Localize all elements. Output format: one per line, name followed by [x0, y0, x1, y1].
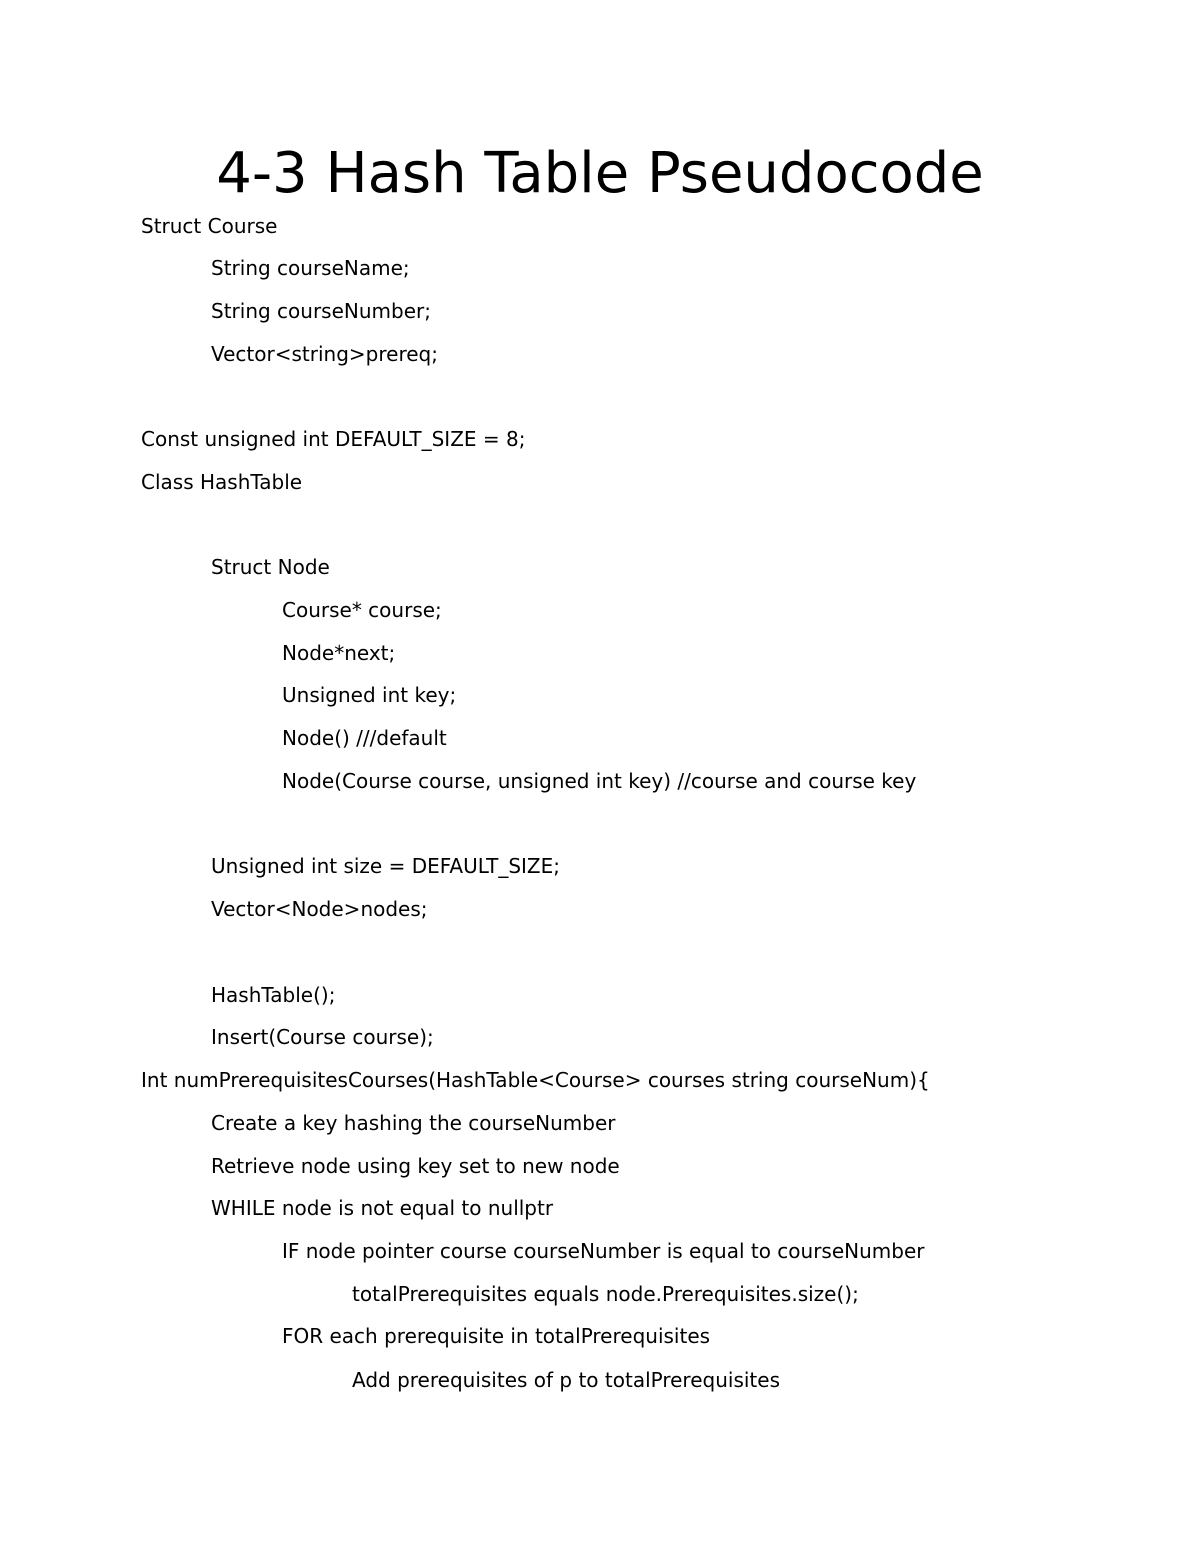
- code-line: Struct Course: [141, 214, 278, 238]
- code-line: HashTable();: [211, 983, 336, 1007]
- code-line: Vector<string>prereq;: [211, 342, 438, 366]
- code-line: Node*next;: [282, 641, 396, 665]
- code-line: Course* course;: [282, 598, 442, 622]
- code-line: Create a key hashing the courseNumber: [211, 1111, 616, 1135]
- code-line: WHILE node is not equal to nullptr: [211, 1196, 554, 1220]
- code-line: String courseNumber;: [211, 299, 431, 323]
- code-line: Vector<Node>nodes;: [211, 897, 428, 921]
- code-line: Node() ///default: [282, 726, 447, 750]
- code-line: Node(Course course, unsigned int key) //course and course key: [282, 769, 917, 793]
- code-line: Class HashTable: [141, 470, 303, 494]
- code-line: totalPrerequisites equals node.Prerequisites.size();: [352, 1282, 859, 1306]
- code-line: Insert(Course course);: [211, 1025, 434, 1049]
- code-line: Const unsigned int DEFAULT_SIZE = 8;: [141, 427, 526, 451]
- code-line: Struct Node: [211, 555, 330, 579]
- code-line: FOR each prerequisite in totalPrerequisites: [282, 1324, 711, 1348]
- code-line: Retrieve node using key set to new node: [211, 1154, 620, 1178]
- document-title: 4-3 Hash Table Pseudocode: [216, 141, 984, 206]
- code-line: Unsigned int size = DEFAULT_SIZE;: [211, 854, 561, 878]
- code-line: Unsigned int key;: [282, 683, 457, 707]
- code-line: IF node pointer course courseNumber is equal to courseNumber: [282, 1239, 925, 1263]
- code-line: Add prerequisites of p to totalPrerequisites: [352, 1368, 780, 1392]
- code-line: Int numPrerequisitesCourses(HashTable<Course> courses string courseNum){: [141, 1068, 930, 1092]
- code-line: String courseName;: [211, 256, 410, 280]
